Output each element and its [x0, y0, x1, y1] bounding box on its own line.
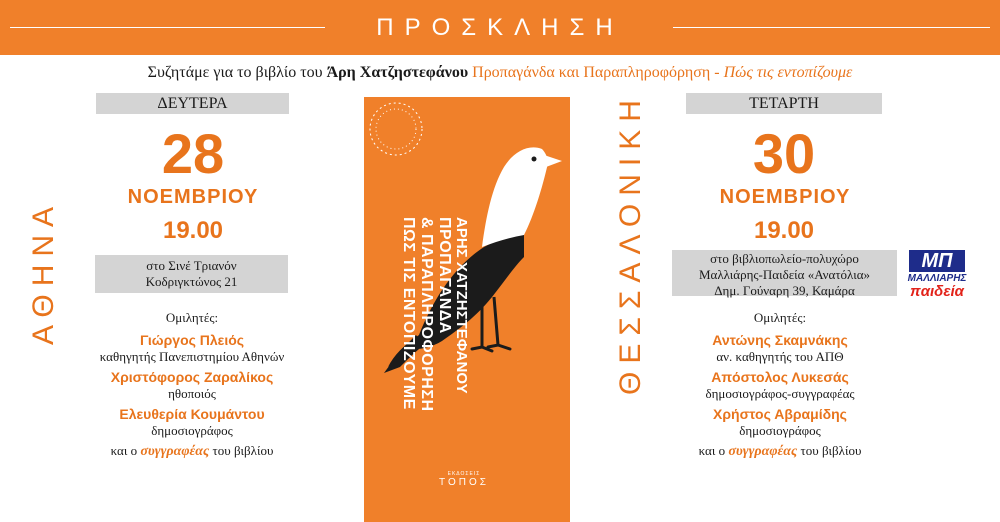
thessaloniki-city-label: ΘΕΣΣΑΛΟΝΙΚΗ	[614, 92, 647, 395]
subtitle-book-title: Προπαγάνδα και Παραπληροφόρηση	[472, 64, 711, 81]
book-cover-text	[399, 217, 470, 412]
thessaloniki-speaker-role: αν. καθηγητής του ΑΠΘ	[716, 349, 844, 364]
subtitle-author: Άρη Χατζηστεφάνου	[326, 64, 469, 81]
thessaloniki-closing-line	[650, 443, 910, 460]
thessaloniki-speaker-name: Απόστολος Λυκεσάς	[711, 369, 849, 385]
book-cover	[364, 97, 570, 522]
header-bar	[0, 0, 1000, 55]
athens-venue-line: στο Σινέ Τριανόν	[146, 258, 237, 273]
thessaloniki-speakers	[650, 310, 910, 460]
thessaloniki-date: 30	[752, 122, 816, 185]
thessaloniki-speaker-role: δημοσιογράφος-συγγραφέας	[705, 386, 855, 401]
publisher-top-label: ΕΚΔΟΣΕΙΣ	[447, 471, 481, 477]
closing-post: του βιβλίου	[212, 443, 274, 458]
thessaloniki-day-box: ΤΕΤΑΡΤΗ	[686, 93, 882, 114]
book-title-line: ΠΩΣ ΤΙΣ ΕΝΤΟΠΙΖΟΥΜΕ	[400, 217, 417, 410]
athens-speaker-name: Ελευθερία Κουμάντου	[119, 406, 265, 422]
thessaloniki-speaker-role: δημοσιογράφος	[739, 423, 821, 438]
publisher-main-label: ΤΟΠΟΣ	[439, 477, 489, 488]
thessaloniki-speakers-header: Ομιλητές:	[753, 310, 807, 325]
logo-sub: παιδεία	[910, 283, 964, 300]
closing-pre: και ο	[110, 443, 138, 458]
athens-time: 19.00	[162, 217, 224, 244]
thessaloniki-time: 19.00	[753, 217, 815, 244]
thessaloniki-month: ΝΟΕΜΒΡΙΟΥ	[719, 186, 851, 208]
athens-speaker-role: ηθοποιός	[168, 386, 216, 401]
publisher-sunburst-logo	[364, 97, 428, 161]
subtitle-separator: -	[710, 64, 724, 81]
subtitle-tagline: Πώς τις εντοπίζουμε	[723, 64, 853, 81]
thessaloniki-speaker-name: Αντώνης Σκαμνάκης	[712, 332, 848, 348]
malliaris-paideia-logo	[904, 250, 970, 302]
athens-venue-line: Κοδριγκτώνος 21	[145, 274, 238, 289]
athens-speaker-role: δημοσιογράφος	[151, 423, 233, 438]
athens-speaker-role: καθηγητής Πανεπιστημίου Αθηνών	[99, 349, 285, 364]
closing-highlight: συγγραφέας	[140, 444, 210, 459]
thessaloniki-venue-line: Μαλλιάρης-Παιδεία «Ανατόλια»	[698, 267, 871, 282]
closing-highlight: συγγραφέας	[728, 444, 798, 459]
thessaloniki-venue-line: Δημ. Γούναρη 39, Καμάρα	[714, 283, 855, 298]
closing-pre: και ο	[698, 443, 726, 458]
book-author: ΑΡΗΣ ΧΑΤΖΗΣΤΕΦΑΝΟΥ	[453, 217, 470, 394]
book-title-line: & ΠΑΡΑΠΛΗΡΟΦΟΡΗΣΗ	[418, 217, 435, 412]
thessaloniki-venue-line: στο βιβλιοπωλείο-πολυχώρο	[710, 251, 859, 266]
athens-speaker-name: Γιώργος Πλειός	[139, 332, 245, 348]
thessaloniki-speaker-name: Χρήστος Αβραμίδης	[713, 406, 847, 422]
athens-month: ΝΟΕΜΒΡΙΟΥ	[127, 186, 259, 208]
athens-speakers	[62, 310, 322, 460]
athens-speaker-name: Χριστόφορος Ζαραλίκος	[110, 369, 274, 385]
thessaloniki-venue-box	[672, 250, 897, 296]
invitation-title: ΠΡΟΣΚΛΗΣΗ	[376, 14, 624, 41]
athens-speakers-header: Ομιλητές:	[165, 310, 219, 325]
logo-mark: ΜΠ	[909, 250, 965, 272]
publisher-name	[432, 471, 496, 488]
subtitle-intro: Συζητάμε για το βιβλίο του	[147, 64, 323, 81]
athens-city-label: ΑΘΗΝΑ	[27, 198, 60, 345]
book-title-line: ΠΡΟΠΑΓΑΝΔΑ	[436, 217, 453, 334]
closing-post: του βιβλίου	[800, 443, 862, 458]
logo-name: ΜΑΛΛΙΑΡΗΣ	[907, 273, 967, 284]
athens-date: 28	[161, 122, 225, 185]
athens-venue-box	[95, 255, 288, 293]
athens-day-box: ΔΕΥΤΕΡΑ	[96, 93, 289, 114]
athens-closing-line	[62, 443, 322, 460]
event-subtitle	[0, 64, 1000, 82]
